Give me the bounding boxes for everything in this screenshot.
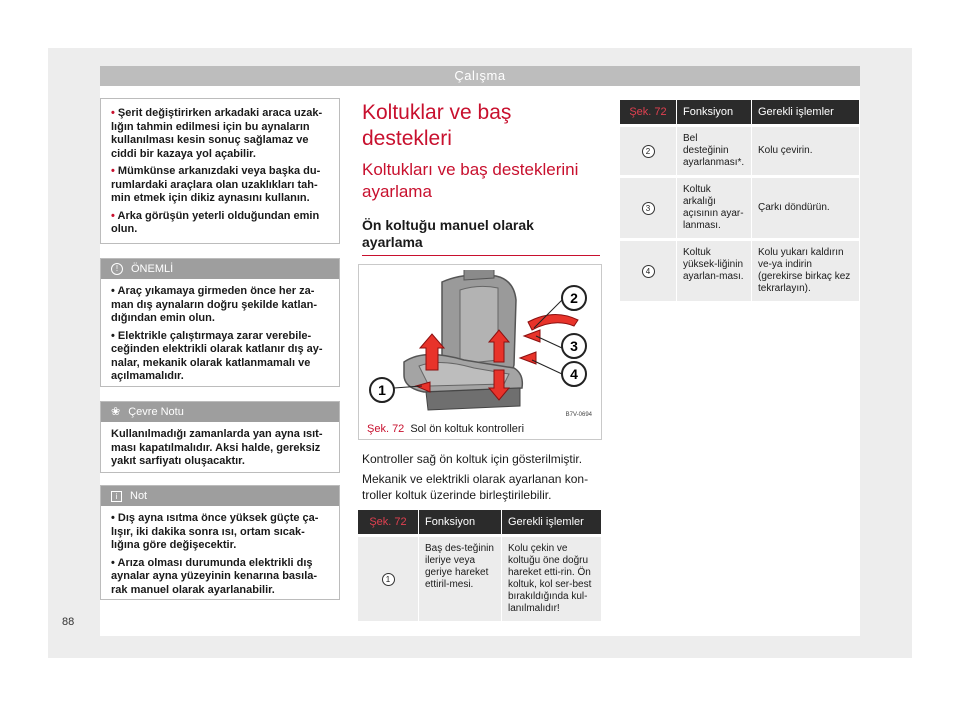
header-function: Fonksiyon [419, 510, 502, 534]
svg-text:2: 2 [570, 290, 578, 306]
caption-number: Şek. 72 [367, 423, 405, 435]
header-function: Fonksiyon [677, 100, 752, 124]
note-title: Not [130, 490, 148, 502]
warning-bullet: • Mümkünse arkanızdaki veya başka du-rumlardaki araçlara olan uzaklıkları tah-min etmek için dikiz aynasını kullanın. [111, 165, 321, 204]
table-row [620, 238, 860, 301]
warning-box [100, 98, 340, 244]
seat-illustration [364, 270, 596, 418]
controls-table-bottom [358, 510, 602, 621]
figure-caption [367, 423, 524, 435]
flower-icon: ❀ [111, 406, 121, 418]
important-bullet: • Elektrikle çalıştırmaya zarar verebile-ceğinden elektrikli olarak katlanır dış ay-nalar, mekanik olarak katlanmamalı ve açılmamalıdır. [111, 329, 323, 382]
header-ref: Şek. 72 [358, 510, 419, 534]
table-row [620, 175, 860, 238]
callout-4 [562, 362, 586, 386]
info-icon: i [111, 491, 122, 502]
row-action: Kolu yukarı kaldırın ve-ya indirin (gerekirse birkaç kez tekrarlayın). [752, 238, 860, 301]
heading-adjust: Koltukları ve baş desteklerini ayarlama [362, 160, 579, 201]
heading-front-seat: Ön koltuğu manuel olarak ayarlama [362, 217, 534, 250]
svg-text:1: 1 [378, 382, 386, 398]
environment-header [101, 402, 339, 422]
heading-rule [362, 255, 600, 256]
paragraph-combined: Mekanik ve elektrikli olarak ayarlanan kon-troller koltuk üzerinde birleştirilebilir. [362, 472, 589, 502]
row-number: 1 [358, 534, 419, 621]
callout-1 [370, 378, 394, 402]
warning-bullet: • Şerit değiştirirken arkadaki araca uzak-lığın tahmin edilmesi için bu aynaların kullanılması kesin sonuç sağlamaz ve ciddi bir kazaya yol açabilir. [111, 107, 323, 160]
row-function: Koltuk arkalığı açısının ayar-lanması. [677, 175, 752, 238]
note-header [101, 486, 339, 506]
header-action: Gerekli işlemler [752, 100, 860, 124]
controls-table-right [620, 100, 860, 301]
note-bullet: • Arıza olması durumunda elektrikli dış aynalar ayna yüzeyinin kenarına basıla-rak manuel olarak ayarlanabilir. [111, 556, 318, 596]
row-action: Kolu çevirin. [752, 124, 860, 175]
important-title: ÖNEMLİ [131, 263, 174, 275]
header-action: Gerekli işlemler [502, 510, 602, 534]
page-number: 88 [62, 616, 75, 628]
environment-box [100, 401, 340, 473]
svg-text:4: 4 [570, 366, 578, 382]
note-bullet: • Dış ayna ısıtma önce yüksek güçte ça-lışır, iki dakika sonra ısı, ortam sıcak-lığına göre değişecektir. [111, 512, 319, 551]
row-number: 4 [620, 238, 677, 301]
row-number: 2 [620, 124, 677, 175]
environment-text: Kullanılmadığı zamanlarda yan ayna ısıt-ması kapatılmalıdır. Aksi halde, gereksiz yakıt sarfiyatı oluşacaktır. [111, 428, 323, 467]
svg-text:3: 3 [570, 338, 578, 354]
page-header: Çalışma [100, 66, 860, 86]
exclamation-icon: ! [111, 263, 123, 275]
caption-text: Sol ön koltuk kontrolleri [410, 423, 525, 435]
row-number: 3 [620, 175, 677, 238]
paragraph-controls: Kontroller sağ ön koltuk için gösterilmiştir. [362, 452, 583, 466]
row-action: Kolu çekin ve koltuğu öne doğru hareket etti-rin. Ön koltuk, kol ser-best bırakıldığında kul-lanılmalıdır! [502, 534, 602, 621]
header-ref: Şek. 72 [620, 100, 677, 124]
row-function: Koltuk yüksek-liğinin ayarlan-ması. [677, 238, 752, 301]
row-function: Baş des-teğinin ileriye veya geriye hareket ettiril-mesi. [419, 534, 502, 621]
row-function: Bel desteğinin ayarlanması*. [677, 124, 752, 175]
environment-title: Çevre Notu [128, 406, 184, 418]
heading-seats: Koltuklar ve baş destekleri [362, 101, 512, 150]
figure-code: B7V-0694 [565, 412, 592, 418]
warning-bullet: • Arka görüşün yeterli olduğundan emin olun. [111, 209, 320, 235]
table-row [358, 534, 602, 621]
table-header-row [620, 100, 860, 124]
important-box [100, 258, 340, 387]
row-action: Çarkı döndürün. [752, 175, 860, 238]
callout-2 [562, 286, 586, 310]
note-box [100, 485, 340, 600]
callout-3 [562, 334, 586, 358]
table-row [620, 124, 860, 175]
important-bullet: • Araç yıkamaya girmeden önce her za-man dış aynaların doğru şekilde katlan-dığından emin olun. [111, 285, 318, 324]
table-header-row [358, 510, 602, 534]
seat-figure [358, 264, 602, 440]
important-header [101, 259, 339, 279]
